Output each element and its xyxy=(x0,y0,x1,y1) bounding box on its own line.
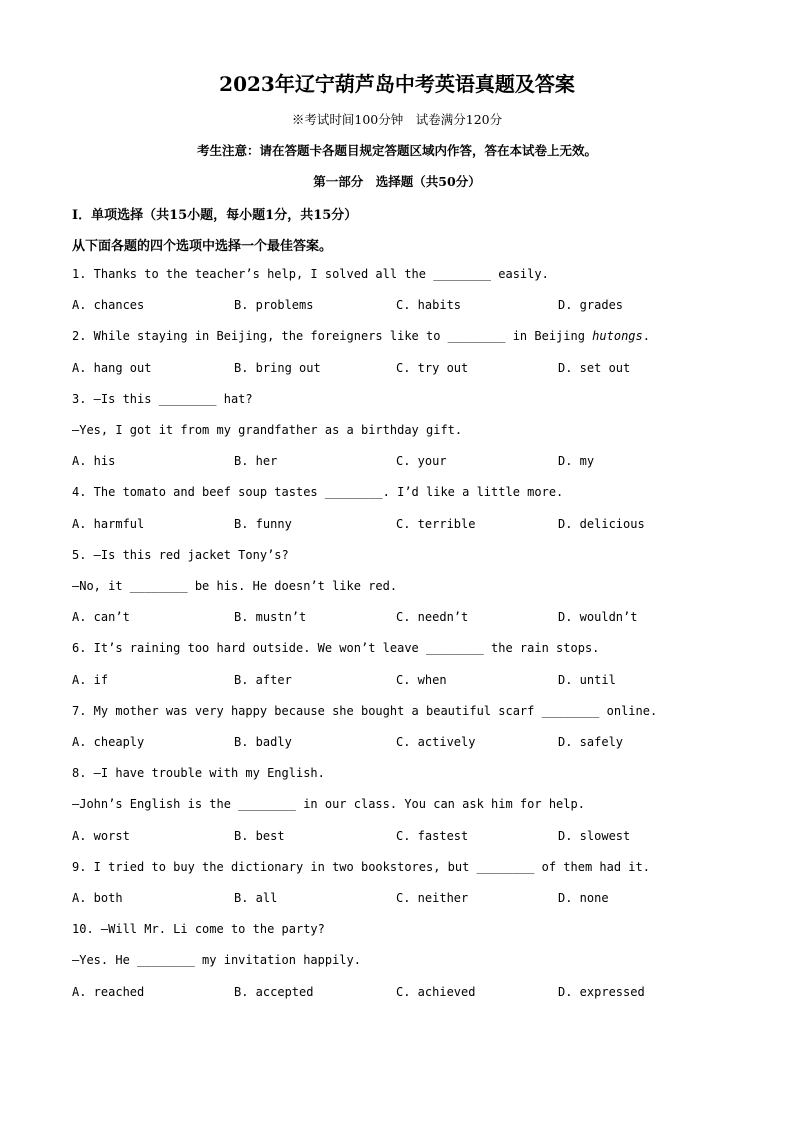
option-b: B. mustn’t xyxy=(234,610,307,624)
question-8-stem-reply: —John’s English is the ________ in our class. You can ask him for help. xyxy=(72,797,585,811)
option-b: B. funny xyxy=(234,517,292,531)
section-instruction: 从下面各题的四个选项中选择一个最佳答案。 xyxy=(72,239,333,254)
option-d: D. delicious xyxy=(558,517,645,531)
option-a: A. his xyxy=(72,454,116,468)
option-d: D. wouldn’t xyxy=(558,610,638,624)
option-b: B. badly xyxy=(234,735,292,749)
option-a: A. chances xyxy=(72,298,145,312)
option-d: D. safely xyxy=(558,735,624,749)
question-6-stem: 6. It’s raining too hard outside. We won’t leave ________ the rain stops. xyxy=(72,641,600,655)
question-4-stem: 4. The tomato and beef soup tastes ________. I’d like a little more. xyxy=(72,485,564,499)
exam-info: ※考试时间100分钟 试卷满分120分 xyxy=(291,112,503,127)
option-c: C. terrible xyxy=(396,517,476,531)
option-c: C. your xyxy=(396,454,447,468)
option-b: B. her xyxy=(234,454,278,468)
candidate-notice: 考生注意：请在答题卡各题目规定答题区域内作答，答在本试卷上无效。 xyxy=(196,143,597,158)
section-heading: Ⅰ．单项选择（共15小题，每小题1分，共15分） xyxy=(72,208,358,223)
option-c: C. neither xyxy=(396,891,469,905)
part-heading: 第一部分 选择题（共50分） xyxy=(313,174,481,189)
option-d: D. grades xyxy=(558,298,624,312)
option-c: C. achieved xyxy=(396,985,476,999)
option-a: A. both xyxy=(72,891,123,905)
option-a: A. worst xyxy=(72,829,130,843)
question-2-stem-italic: hutongs xyxy=(592,329,643,343)
option-c: C. try out xyxy=(396,361,469,375)
page-title: 2023年辽宁葫芦岛中考英语真题及答案 xyxy=(219,72,575,96)
question-5-stem-reply: —No, it ________ be his. He doesn’t like red. xyxy=(72,579,398,593)
question-2-stem-end: . xyxy=(642,329,650,343)
option-c: C. fastest xyxy=(396,829,469,843)
option-c: C. when xyxy=(396,673,447,687)
option-d: D. expressed xyxy=(558,985,645,999)
option-b: B. accepted xyxy=(234,985,314,999)
option-a: A. can’t xyxy=(72,610,130,624)
option-c: C. habits xyxy=(396,298,462,312)
question-9-stem: 9. I tried to buy the dictionary in two bookstores, but ________ of them had it. xyxy=(72,860,650,874)
option-b: B. after xyxy=(234,673,292,687)
option-c: C. actively xyxy=(396,735,476,749)
question-10-stem-reply: —Yes. He ________ my invitation happily. xyxy=(72,953,361,967)
option-b: B. bring out xyxy=(234,361,321,375)
option-d: D. set out xyxy=(558,361,631,375)
option-a: A. harmful xyxy=(72,517,145,531)
question-7-stem: 7. My mother was very happy because she bought a beautiful scarf ________ online. xyxy=(72,704,658,718)
question-10-stem: 10. —Will Mr. Li come to the party? xyxy=(72,922,325,936)
question-1-stem: 1. Thanks to the teacher’s help, I solved all the ________ easily. xyxy=(72,267,549,281)
option-b: B. best xyxy=(234,829,285,843)
option-a: A. reached xyxy=(72,985,145,999)
option-a: A. if xyxy=(72,673,109,687)
question-2-stem-text: 2. While staying in Beijing, the foreigners like to ________ in Beijing xyxy=(72,329,593,343)
option-b: B. all xyxy=(234,891,278,905)
question-2-stem xyxy=(72,329,650,343)
question-3-stem: 3. —Is this ________ hat? xyxy=(72,392,253,406)
question-3-stem-reply: —Yes, I got it from my grandfather as a birthday gift. xyxy=(72,423,463,437)
option-c: C. needn’t xyxy=(396,610,469,624)
option-d: D. slowest xyxy=(558,829,631,843)
question-10-options xyxy=(72,985,752,1055)
question-8-stem: 8. —I have trouble with my English. xyxy=(72,766,325,780)
option-b: B. problems xyxy=(234,298,314,312)
option-a: A. hang out xyxy=(72,361,152,375)
option-a: A. cheaply xyxy=(72,735,145,749)
question-5-stem: 5. —Is this red jacket Tony’s? xyxy=(72,548,289,562)
option-d: D. none xyxy=(558,891,609,905)
option-d: D. my xyxy=(558,454,595,468)
option-d: D. until xyxy=(558,673,616,687)
